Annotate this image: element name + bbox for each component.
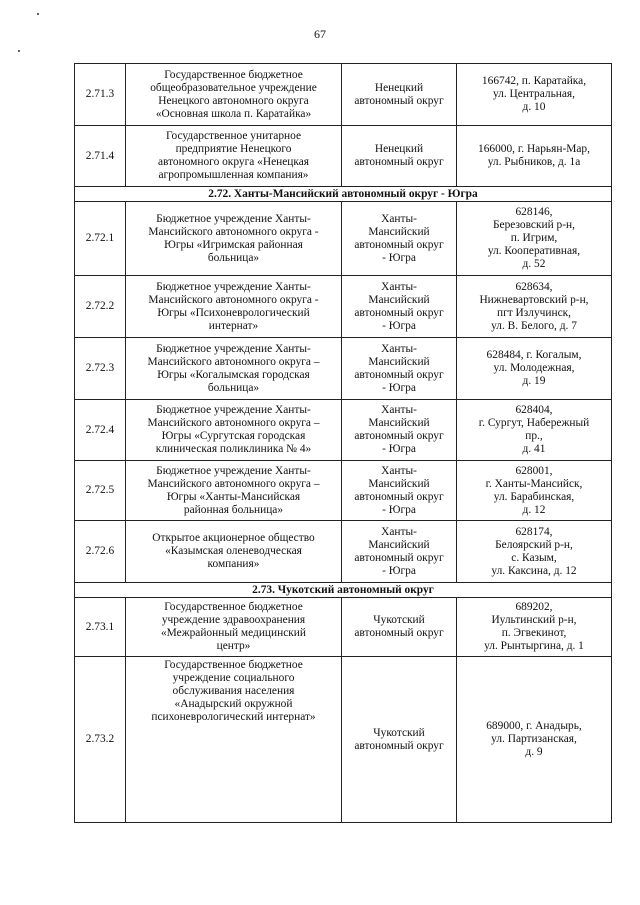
region: Ханты- Мансийский автономный округ - Югра: [342, 521, 457, 583]
table-row: [75, 202, 612, 276]
table-row: [75, 461, 612, 521]
region: Ханты- Мансийский автономный округ - Югра: [342, 202, 457, 276]
table-row: [75, 64, 612, 126]
row-number: 2.72.2: [75, 276, 126, 338]
table-row: [75, 521, 612, 583]
row-number: 2.72.1: [75, 202, 126, 276]
organization-name: Открытое акционерное общество «Казымская оленеводческая компания»: [126, 521, 342, 583]
organization-name: Государственное бюджетное учреждение здравоохранения «Межрайонный медицинский центр»: [126, 598, 342, 657]
region: Ханты- Мансийский автономный округ - Югра: [342, 461, 457, 521]
table-row: [75, 276, 612, 338]
region: Ненецкий автономный округ: [342, 126, 457, 187]
scan-dot: [37, 13, 39, 15]
table-row: [75, 598, 612, 657]
table-row: [75, 126, 612, 187]
address: 628484, г. Когалым, ул. Молодежная, д. 19: [457, 338, 612, 400]
address: 628404, г. Сургут, Набережный пр., д. 41: [457, 400, 612, 461]
row-number: 2.72.4: [75, 400, 126, 461]
section-header: [75, 187, 612, 202]
section-title: 2.73. Чукотский автономный округ: [75, 583, 612, 598]
address: 166742, п. Каратайка, ул. Центральная, д. 10: [457, 64, 612, 126]
row-number: 2.73.1: [75, 598, 126, 657]
region: Чукотский автономный округ: [342, 598, 457, 657]
row-number: 2.71.3: [75, 64, 126, 126]
region: Ханты- Мансийский автономный округ - Югра: [342, 400, 457, 461]
organization-name: Государственное унитарное предприятие Ненецкого автономного округа «Ненецкая агропромышленная компания»: [126, 126, 342, 187]
row-number: 2.72.6: [75, 521, 126, 583]
row-number: 2.72.5: [75, 461, 126, 521]
organization-name: Бюджетное учреждение Ханты- Мансийского автономного округа – Югры «Ханты-Мансийская районная больница»: [126, 461, 342, 521]
organization-name: Бюджетное учреждение Ханты- Мансийского автономного округа - Югры «Психоневрологический интернат»: [126, 276, 342, 338]
address: 628174, Белоярский р-н, с. Казым, ул. Каксина, д. 12: [457, 521, 612, 583]
address: 628001, г. Ханты-Мансийск, ул. Барабинская, д. 12: [457, 461, 612, 521]
row-number: 2.73.2: [75, 657, 126, 823]
organization-name: Государственное бюджетное учреждение социального обслуживания населения «Анадырский окружной психоневрологический интернат»: [126, 657, 342, 823]
organization-name: Бюджетное учреждение Ханты- Мансийского автономного округа – Югры «Когалымская городская больница»: [126, 338, 342, 400]
table-row: [75, 400, 612, 461]
organization-name: Государственное бюджетное общеобразовательное учреждение Ненецкого автономного округа «Основная школа п. Каратайка»: [126, 64, 342, 126]
organization-name: Бюджетное учреждение Ханты- Мансийского автономного округа – Югры «Сургутская городская клиническая поликлиника № 4»: [126, 400, 342, 461]
table-row: [75, 657, 612, 823]
section-header: [75, 583, 612, 598]
page-number: 67: [314, 27, 326, 41]
address: 166000, г. Нарьян-Мар, ул. Рыбников, д. 1а: [457, 126, 612, 187]
row-number: 2.72.3: [75, 338, 126, 400]
organization-name: Бюджетное учреждение Ханты- Мансийского автономного округа - Югры «Игримская районная больница»: [126, 202, 342, 276]
region: Чукотский автономный округ: [342, 657, 457, 823]
address: 689000, г. Анадырь, ул. Партизанская, д. 9: [457, 657, 612, 823]
table-row: [75, 338, 612, 400]
address: 689202, Иультинский р-н, п. Эгвекинот, ул. Рынтыргина, д. 1: [457, 598, 612, 657]
registry-table: [74, 63, 612, 823]
row-number: 2.71.4: [75, 126, 126, 187]
section-title: 2.72. Ханты-Мансийский автономный округ - Югра: [75, 187, 612, 202]
scan-dot: [18, 50, 20, 52]
region: Ханты- Мансийский автономный округ - Югра: [342, 338, 457, 400]
address: 628146, Березовский р-н, п. Игрим, ул. Кооперативная, д. 52: [457, 202, 612, 276]
region: Ненецкий автономный округ: [342, 64, 457, 126]
address: 628634, Нижневартовский р-н, пгт Излучинск, ул. В. Белого, д. 7: [457, 276, 612, 338]
region: Ханты- Мансийский автономный округ - Югра: [342, 276, 457, 338]
